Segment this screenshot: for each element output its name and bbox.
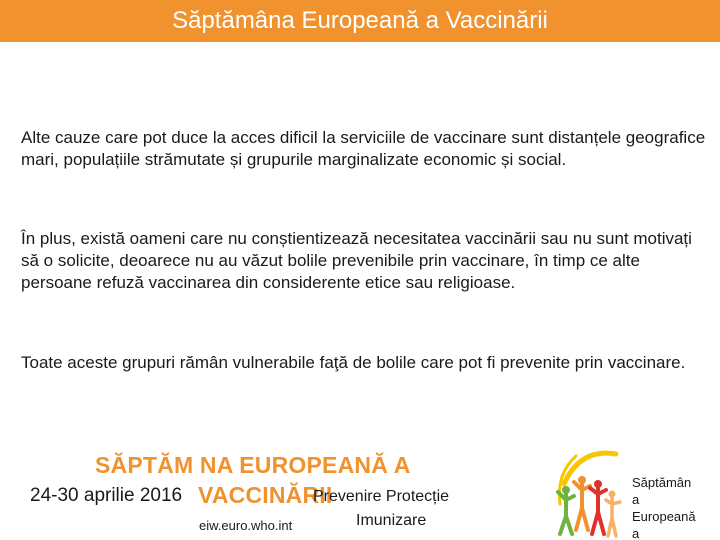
side-campaign-text — [632, 474, 718, 540]
side-word: a — [632, 492, 640, 507]
side-word: Europeană — [632, 509, 696, 524]
paragraph-awareness: În plus, există oameni care nu conștientizează necesitatea vaccinării sau nu sunt motivați să o solicite, deoarece nu au văzut bolile prevenibile prin vaccinare, în timp ce alte persoane refuză vaccinarea din considerente etice sau religioase. — [21, 229, 692, 292]
slide-title: Săptămâna Europeană a Vaccinării — [172, 7, 548, 34]
people-figures-logo-icon — [550, 444, 630, 540]
side-word: Săptămân — [632, 475, 692, 490]
campaign-tag-immunization: Imunizare — [356, 512, 427, 529]
paragraph-vulnerable-groups: Toate aceste grupuri rămân vulnerabile faţă de bolile care pot fi prevenite prin vaccinare. — [21, 353, 686, 372]
campaign-tags: Prevenire Protecție — [313, 488, 450, 505]
campaign-dates: 24-30 aprilie 2016 — [30, 485, 183, 506]
paragraph-access-barriers: Alte cauze care pot duce la acces dificil la serviciile de vaccinare sunt distanțele geografice mari, populațiile strămutate și grupurile marginalizate economic și social. — [21, 128, 706, 169]
title-bar — [0, 0, 720, 42]
campaign-title-line2: VACCINĂRII — [198, 482, 333, 508]
side-word: a — [632, 526, 640, 540]
campaign-url: eiw.euro.who.int — [199, 518, 293, 533]
campaign-title-line1: SĂPTĂM NA EUROPEANĂ A — [95, 452, 411, 478]
